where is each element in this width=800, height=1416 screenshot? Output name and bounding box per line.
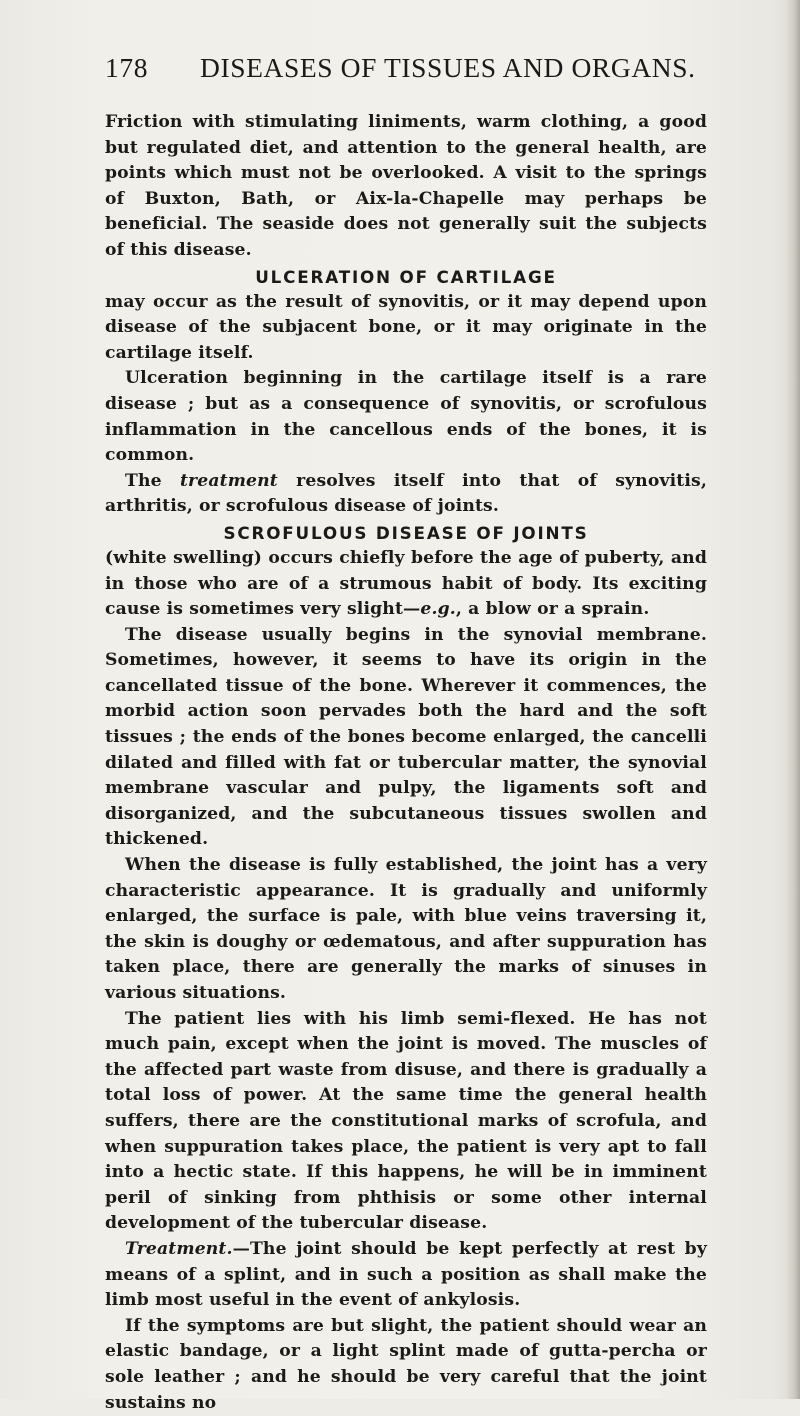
paragraph-treatment <box>105 1237 707 1314</box>
running-head <box>105 52 705 92</box>
body-text <box>105 110 707 1416</box>
paragraph-joint-appearance: When the disease is fully established, the joint has a very characteristic appearance. It is gradually and uniformly enlarged, the surface is pale, with blue veins traversing it, the skin is doughy or œdematous, and after suppuration has taken place, there are generally the marks of sinuses in various situations. <box>105 855 707 1003</box>
paragraph-ulceration-causes: may occur as the result of synovitis, or it may depend upon disease of the subjacent bone, or it may originate in the cartilage itself. <box>105 291 707 363</box>
emphasis-eg: e.g. <box>420 599 456 620</box>
section-heading-scrofulous: SCROFULOUS DISEASE OF JOINTS <box>223 522 589 543</box>
paragraph-slight-symptoms: If the symptoms are but slight, the patient should wear an elastic bandage, or a light splint made of gutta-percha or sole leather ; and he should be very careful that the joint sustains no <box>105 1315 707 1413</box>
text-run: resolves itself into that of synovitis, arthritis, or scrofulous disease of joints. <box>105 470 707 517</box>
paragraph-ulceration-treatment <box>105 469 707 520</box>
emphasis-treatment: treatment <box>179 470 278 491</box>
running-title: DISEASES OF TISSUES AND ORGANS. <box>200 52 696 83</box>
paragraph-patient-condition: The patient lies with his limb semi-flexed. He has not much pain, except when the joint is moved. The muscles of the affected part waste from disuse, and there is gradually a total loss of power. At the same time the general health suffers, there are the constitutional marks of scrofula, and when suppuration takes place, the patient is very apt to fall into a hectic state. If this happens, he will be in imminent peril of sinking from phthisis or some other internal development of the tubercular disease. <box>105 1008 707 1234</box>
text-run: The <box>125 470 180 491</box>
page-number: 178 <box>105 52 149 83</box>
emphasis-treatment-heading: Treatment. <box>125 1238 233 1259</box>
section-heading-ulceration: ULCERATION OF CARTILAGE <box>255 266 557 287</box>
page-edge-shadow <box>786 0 800 1399</box>
text-run: (white swelling) occurs chiefly before the age of puberty, and in those who are of a strumous habit of body. Its exciting cause is sometimes very slight— <box>105 547 707 620</box>
text-run: —The joint should be kept perfectly at rest by means of a splint, and in such a position as shall make the limb most useful in the event of ankylosis. <box>105 1238 707 1311</box>
paragraph-white-swelling <box>105 546 707 623</box>
paragraph-friction: Friction with stimulating liniments, warm clothing, a good but regulated diet, and attention to the general health, are points which must not be overlooked. A visit to the springs of Buxton, Bath, or Aix-la-Chapelle may perhaps be beneficial. The seaside does not generally suit the subjects of this disease. <box>105 112 707 260</box>
paragraph-disease-origin: The disease usually begins in the synovial membrane. Sometimes, however, it seems to have its origin in the cancellated tissue of the bone. Wherever it commences, the morbid action soon pervades both the hard and the soft tissues ; the ends of the bones become enlarged, the cancelli dilated and filled with fat or tubercular matter, the synovial membrane vascular and pulpy, the ligaments soft and disorganized, and the subcutaneous tissues swollen and thickened. <box>105 624 707 850</box>
text-run: , a blow or a sprain. <box>455 599 650 620</box>
paragraph-ulceration-rarity: Ulceration beginning in the cartilage itself is a rare disease ; but as a consequence of synovitis, or scrofulous inflammation in the cancellous ends of the bones, it is common. <box>105 368 707 466</box>
